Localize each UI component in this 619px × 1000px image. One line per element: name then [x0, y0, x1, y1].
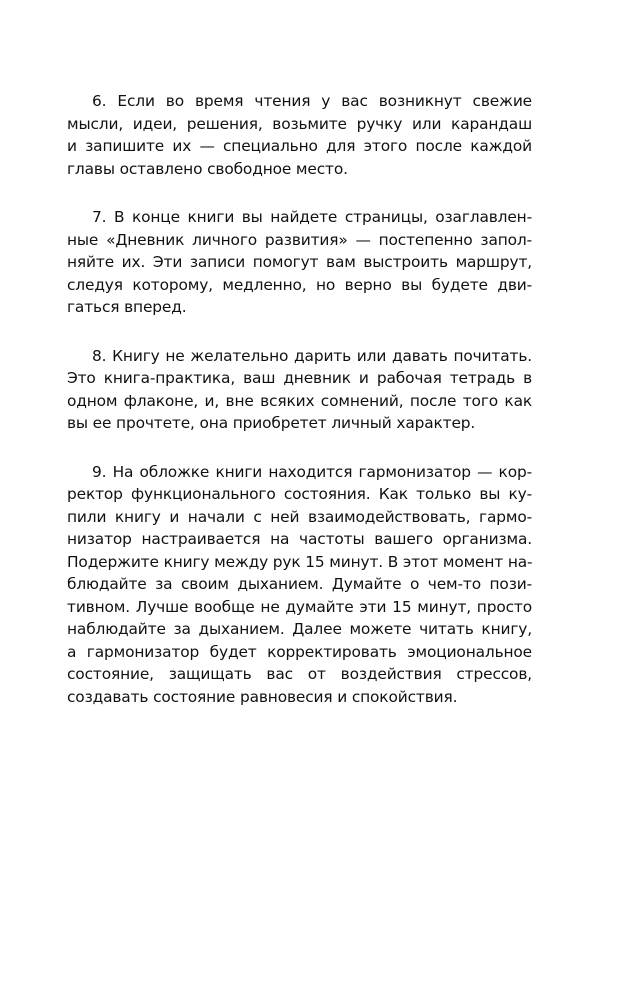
text-line: пили книгу и начали с ней взаимодействовать, гармо- [67, 507, 532, 526]
text-line: ные «Дневник личного развития» — постепенно запол- [67, 230, 532, 249]
text-line: 7. В конце книги вы найдете страницы, озаглавлен- [92, 208, 532, 226]
text-line: следуя которому, медленно, но верно вы будете дви- [67, 275, 532, 294]
text-line: Это книга-практика, ваш дневник и рабочая тетрадь в [67, 369, 532, 387]
text-line: Подержите книгу между рук 15 минут. В этот момент на- [67, 552, 533, 571]
text-line: а гармонизатор будет корректировать эмоциональное [67, 642, 532, 661]
paragraph-8 [67, 345, 532, 435]
text-line: одном флаконе, и, вне всяких сомнений, после того как [67, 391, 532, 410]
book-page [67, 90, 532, 734]
text-line: мысли, идеи, решения, возьмите ручку или карандаш [67, 114, 532, 133]
text-line: и запишите их — специально для этого после каждой [67, 137, 532, 155]
text-line: наблюдайте за дыханием. Далее можете читать книгу, [67, 620, 532, 638]
text-line: тивном. Лучше вообще не думайте эти 15 минут, просто [67, 597, 532, 616]
text-line: главы оставлено свободное место. [67, 159, 348, 178]
text-line: гаться вперед. [67, 298, 187, 316]
text-line: блюдайте за своим дыханием. Думайте о чем-то пози- [67, 575, 532, 593]
text-line: ректор функционального состояния. Как только вы ку- [67, 485, 532, 503]
text-line: 8. Книгу не желательно дарить или давать почитать. [92, 346, 532, 365]
paragraph-9 [67, 461, 532, 709]
text-line: 9. На обложке книги находится гармонизатор — кор- [92, 462, 532, 481]
text-line: низатор настраивается на частоты вашего организма. [67, 530, 532, 548]
paragraph-7 [67, 206, 532, 319]
text-line: состояние, защищать вас от воздействия стрессов, [67, 665, 532, 683]
paragraph-6 [67, 90, 532, 180]
text-line: 6. Если во время чтения у вас возникнут свежие [92, 92, 532, 110]
text-line: создавать состояние равновесия и спокойствия. [67, 687, 458, 706]
text-line: вы ее прочтете, она приобретет личный характер. [67, 414, 476, 432]
text-line: няйте их. Эти записи помогут вам выстроить маршрут, [67, 253, 532, 271]
